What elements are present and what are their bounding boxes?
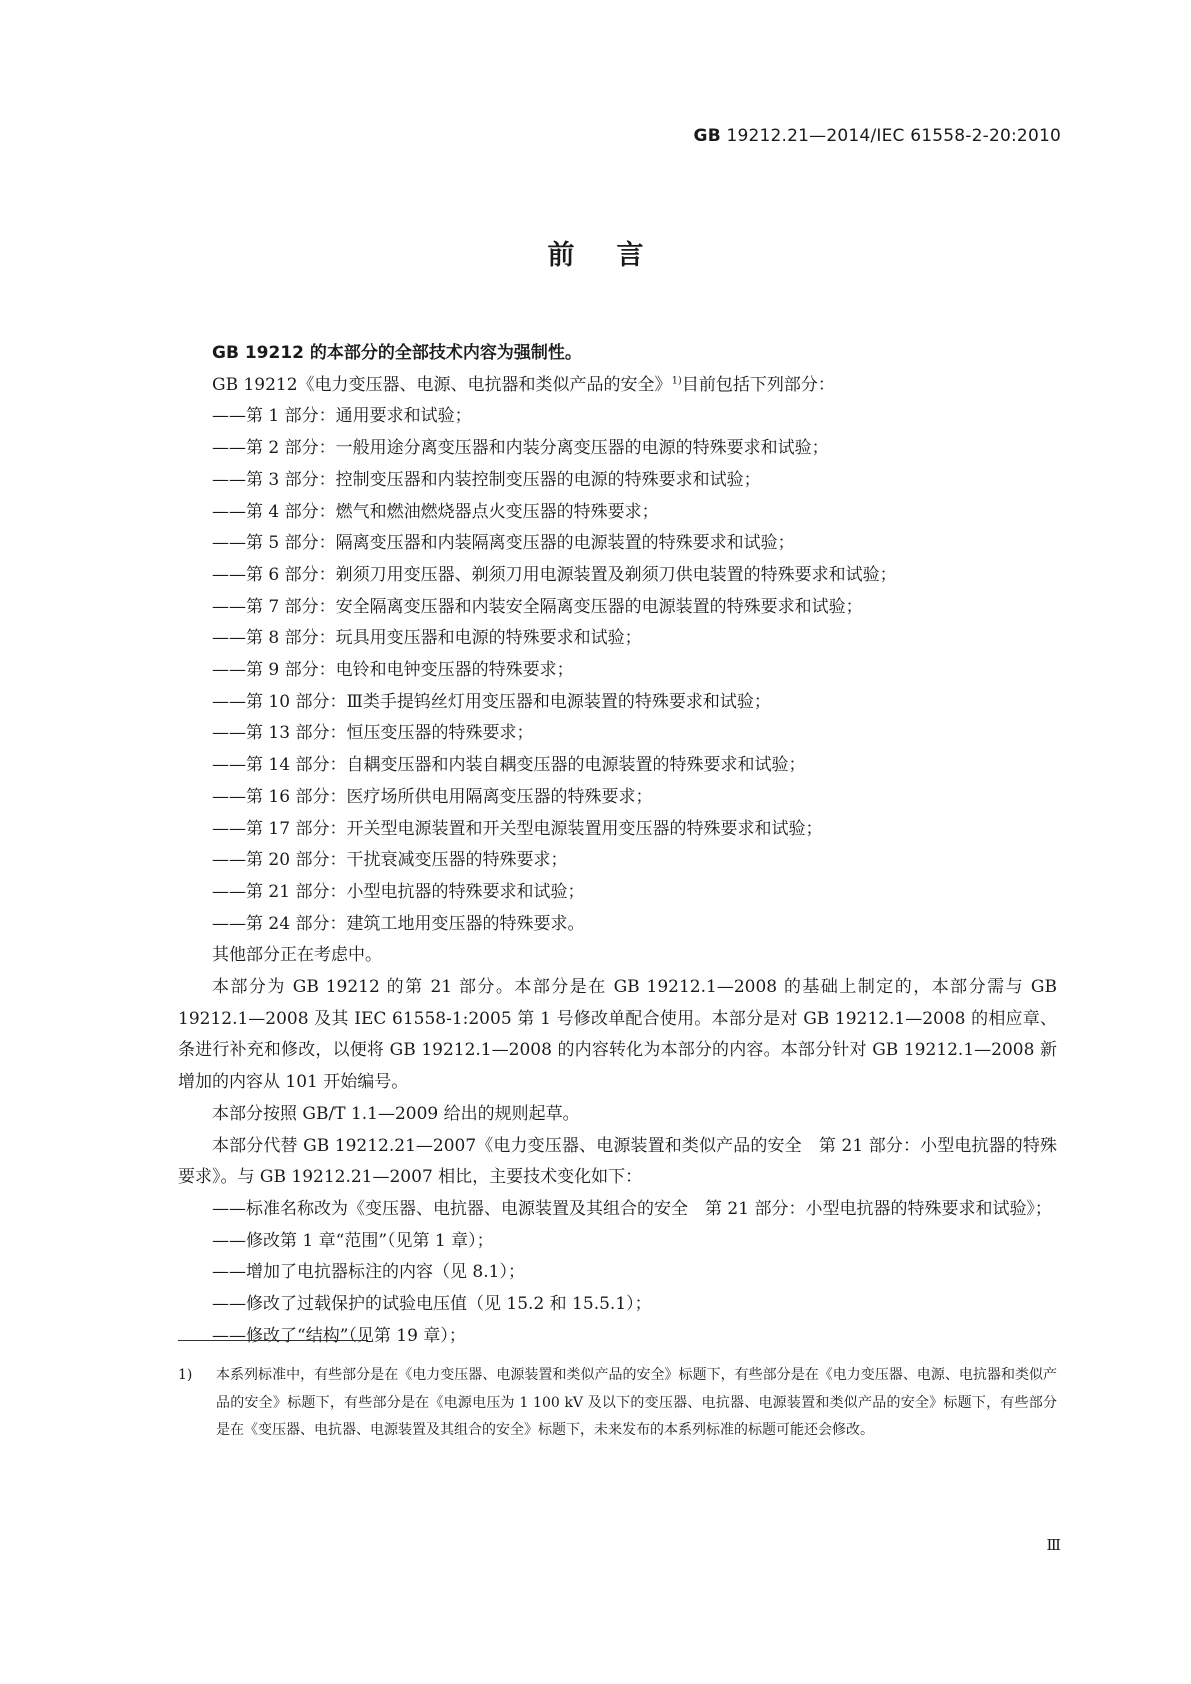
part-list-item: ——第 24 部分：建筑工地用变压器的特殊要求。 bbox=[212, 913, 585, 934]
change-list-item: ——增加了电抗器标注的内容（见 8.1）； bbox=[212, 1262, 525, 1283]
change-list-item: ——修改了“结构”（见第 19 章）； bbox=[212, 1325, 466, 1346]
standard-number bbox=[694, 126, 1061, 146]
part-list-item: ——第 10 部分：Ⅲ类手提钨丝灯用变压器和电源装置的特殊要求和试验； bbox=[212, 691, 771, 712]
other-parts: 其他部分正在考虑中。 bbox=[212, 945, 382, 966]
relation-paragraph: 本部分为 GB 19212 的第 21 部分。本部分是在 GB 19212.1—2008 的基础上制定的，本部分需与 GB 19212.1—2008 及其 IEC 61558-1:2005 第 1 号修改单配合使用。本部分是对 GB 19212.1—2008 的相应章、条进行补充和修改，以便将 GB 19212.1—2008 的内容转化为本部分的内容。本部分针对 GB 19212.1—2008 新增加的内容从 101 开始编号。 bbox=[178, 977, 1057, 1093]
part-list-item: ——第 21 部分：小型电抗器的特殊要求和试验； bbox=[212, 881, 585, 902]
standard-code: 19212.21—2014/IEC 61558-2-20:2010 bbox=[720, 126, 1061, 146]
parts-list bbox=[178, 401, 1057, 940]
footnote-divider bbox=[178, 1340, 368, 1341]
changes-list bbox=[178, 1194, 1057, 1353]
part-list-item: ——第 4 部分：燃气和燃油燃烧器点火变压器的特殊要求； bbox=[212, 501, 659, 522]
part-list-item: ——第 7 部分：安全隔离变压器和内装安全隔离变压器的电源装置的特殊要求和试验； bbox=[212, 596, 863, 617]
footnote bbox=[178, 1362, 1057, 1445]
page-number: Ⅲ bbox=[1046, 1536, 1061, 1554]
change-list-item: ——标准名称改为《变压器、电抗器、电源装置及其组合的安全 第 21 部分：小型电抗器的特殊要求和试验》； bbox=[212, 1198, 1052, 1219]
footnote-ref: 1) bbox=[671, 375, 682, 387]
part-list-item: ——第 17 部分：开关型电源装置和开关型电源装置用变压器的特殊要求和试验； bbox=[212, 818, 823, 839]
page-title: 前言 bbox=[547, 240, 686, 271]
foreword-body bbox=[178, 338, 1057, 1353]
change-list-item: ——修改第 1 章“范围”（见第 1 章）； bbox=[212, 1230, 494, 1251]
part-list-item: ——第 20 部分：干扰衰减变压器的特殊要求； bbox=[212, 850, 568, 871]
part-list-item: ——第 5 部分：隔离变压器和内装隔离变压器的电源装置的特殊要求和试验； bbox=[212, 533, 795, 554]
footnote-text: 本系列标准中，有些部分是在《电力变压器、电源装置和类似产品的安全》标题下，有些部分是在《电力变压器、电源、电抗器和类似产品的安全》标题下，有些部分是在《电源电压为 1 100 kV 及以下的变压器、电抗器、电源装置和类似产品的安全》标题下，有些部分是在《变压器、电抗器、电源装置及其组合的安全》标题下，未来发布的本系列标准的标题可能还会修改。 bbox=[216, 1367, 1057, 1438]
series-intro bbox=[178, 370, 1057, 402]
part-list-item: ——第 1 部分：通用要求和试验； bbox=[212, 406, 472, 427]
replacement-paragraph: 本部分代替 GB 19212.21—2007《电力变压器、电源装置和类似产品的安全 第 21 部分：小型电抗器的特殊要求》。与 GB 19212.21—2007 相比，主要技术变化如下： bbox=[178, 1135, 1057, 1188]
drafting-rules: 本部分按照 GB/T 1.1—2009 给出的规则起草。 bbox=[212, 1103, 580, 1124]
mandatory-statement: GB 19212 的本部分的全部技术内容为强制性。 bbox=[212, 343, 582, 363]
part-list-item: ——第 2 部分：一般用途分离变压器和内装分离变压器的电源的特殊要求和试验； bbox=[212, 438, 829, 459]
change-list-item: ——修改了过载保护的试验电压值（见 15.2 和 15.5.1）； bbox=[212, 1294, 652, 1315]
part-list-item: ——第 9 部分：电铃和电钟变压器的特殊要求； bbox=[212, 660, 574, 681]
part-list-item: ——第 3 部分：控制变压器和内装控制变压器的电源的特殊要求和试验； bbox=[212, 469, 761, 490]
series-intro-tail: 目前包括下列部分： bbox=[681, 374, 835, 395]
part-list-item: ——第 16 部分：医疗场所供电用隔离变压器的特殊要求； bbox=[212, 786, 653, 807]
part-list-item: ——第 8 部分：玩具用变压器和电源的特殊要求和试验； bbox=[212, 628, 642, 649]
standard-prefix: GB bbox=[693, 126, 721, 146]
part-list-item: ——第 6 部分：剃须刀用变压器、剃须刀用电源装置及剃须刀供电装置的特殊要求和试验； bbox=[212, 564, 897, 585]
part-list-item: ——第 14 部分：自耦变压器和内装自耦变压器的电源装置的特殊要求和试验； bbox=[212, 755, 806, 776]
footnote-mark: 1) bbox=[178, 1367, 193, 1383]
part-list-item: ——第 13 部分：恒压变压器的特殊要求； bbox=[212, 723, 534, 744]
series-intro-text: GB 19212《电力变压器、电源、电抗器和类似产品的安全》 bbox=[212, 374, 672, 395]
